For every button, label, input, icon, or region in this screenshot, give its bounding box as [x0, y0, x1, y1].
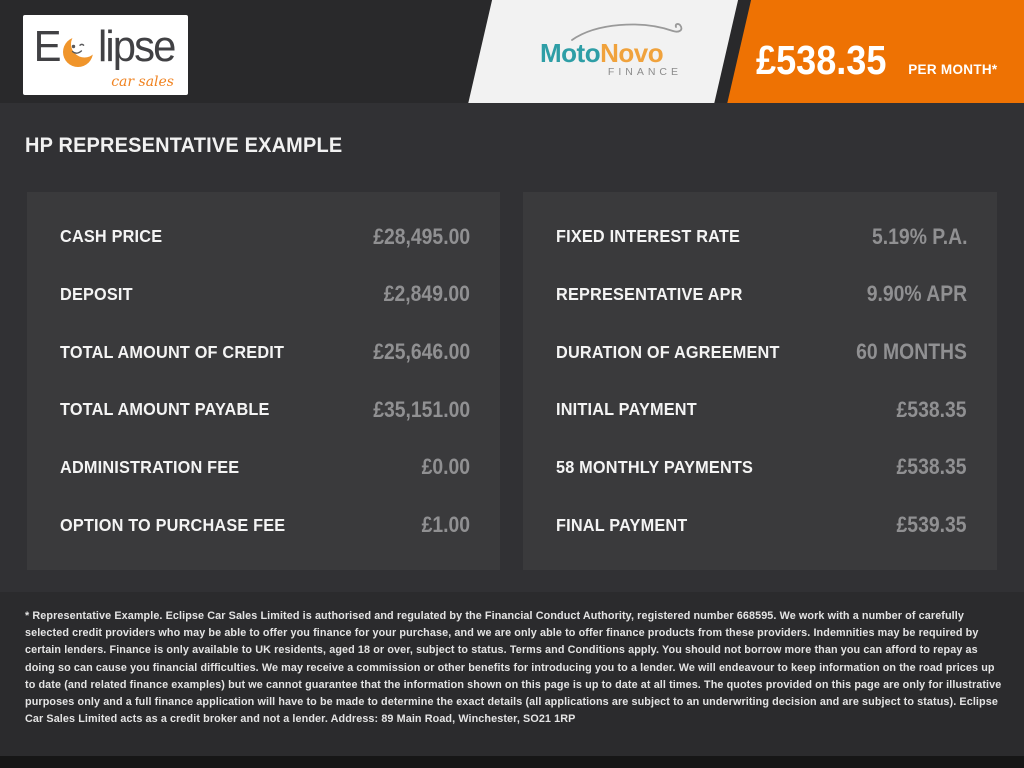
moon-face-icon	[59, 28, 99, 72]
row-label: FINAL PAYMENT	[556, 514, 688, 535]
eclipse-logo-text-lipse: lipse	[98, 22, 175, 71]
row-label: 58 MONTHLY PAYMENTS	[556, 456, 754, 477]
row-value: 60 MONTHS	[856, 339, 967, 365]
table-row	[556, 397, 967, 423]
table-row	[556, 281, 967, 307]
row-value: 9.90% APR	[866, 281, 967, 307]
table-row	[556, 339, 967, 365]
motonovo-finance-text: FINANCE	[607, 66, 682, 78]
motonovo-novo-text: Novo	[600, 38, 664, 68]
row-label: REPRESENTATIVE APR	[556, 283, 743, 304]
row-value: £538.35	[897, 454, 967, 480]
eclipse-logo-text-e: E	[33, 22, 60, 71]
row-label: TOTAL AMOUNT PAYABLE	[60, 399, 270, 420]
row-label: ADMINISTRATION FEE	[60, 456, 240, 477]
table-row	[60, 512, 470, 538]
row-value: £35,151.00	[373, 396, 470, 422]
row-label: DEPOSIT	[60, 283, 133, 304]
table-row	[60, 224, 470, 250]
table-row	[556, 454, 967, 480]
row-label: DURATION OF AGREEMENT	[556, 341, 780, 362]
finance-terms-panel	[523, 192, 997, 570]
row-label: CASH PRICE	[60, 226, 163, 247]
eclipse-logo-wordmark	[33, 22, 177, 72]
eclipse-logo	[23, 15, 188, 95]
row-value: £539.35	[897, 512, 967, 538]
row-label: TOTAL AMOUNT OF CREDIT	[60, 341, 285, 362]
row-label: FIXED INTEREST RATE	[556, 226, 741, 247]
row-value: £1.00	[421, 512, 470, 538]
row-value: £2,849.00	[383, 281, 470, 307]
eclipse-logo-tagline: car sales	[111, 74, 174, 90]
monthly-price-banner	[756, 0, 997, 103]
table-row	[60, 397, 470, 423]
row-value: £28,495.00	[373, 223, 470, 249]
footer-disclaimer-section	[0, 592, 1024, 768]
header-banner	[0, 0, 1024, 103]
row-label: OPTION TO PURCHASE FEE	[60, 514, 286, 535]
motonovo-finance-logo	[540, 22, 680, 80]
motonovo-wordmark	[540, 38, 663, 69]
finance-amounts-panel	[27, 192, 500, 570]
monthly-price-period: PER MONTH*	[908, 62, 998, 77]
row-label: INITIAL PAYMENT	[556, 399, 697, 420]
main-content	[0, 103, 1024, 592]
bottom-dark-bar	[0, 756, 1024, 768]
disclaimer-text: * Representative Example. Eclipse Car Sales Limited is authorised and regulated by the Financial Conduct Authority, registered number 668595. We work with a number of carefully selected credit providers who may be able to offer you finance for your purchase, and we are only able to offer finance products from these providers. Indemnities may be required by certain lenders. Finance is only available to UK residents, aged 18 or over, subject to status. Terms and Conditions apply. You should not borrow more than you can afford to repay as doing so can cause you financial difficulties. We may receive a commission or other benefits for introducing you to a lender. We will endeavour to keep information on the road prices up to date (and related finance examples) but we cannot guarantee that the information shown on this page is up to date at all times. The quotes provided on this page are only for illustrative purposes only and a full finance application will have to be made to determine the exact details (all applications are subject to an underwriting decision and are subject to status). Eclipse Car Sales Limited acts as a credit broker and not a lender. Address: 89 Main Road, Winchester, SO21 1RP	[25, 610, 1002, 726]
row-value: £538.35	[897, 396, 967, 422]
row-value: 5.19% P.A.	[871, 223, 967, 249]
motonovo-moto-text: Moto	[540, 38, 601, 68]
row-value: £0.00	[421, 454, 470, 480]
table-row	[556, 512, 967, 538]
row-value: £25,646.00	[373, 339, 470, 365]
table-row	[60, 281, 470, 307]
monthly-price-amount: £538.35	[756, 37, 887, 83]
table-row	[60, 339, 470, 365]
page-title: HP REPRESENTATIVE EXAMPLE	[25, 134, 343, 157]
table-row	[556, 224, 967, 250]
table-row	[60, 454, 470, 480]
